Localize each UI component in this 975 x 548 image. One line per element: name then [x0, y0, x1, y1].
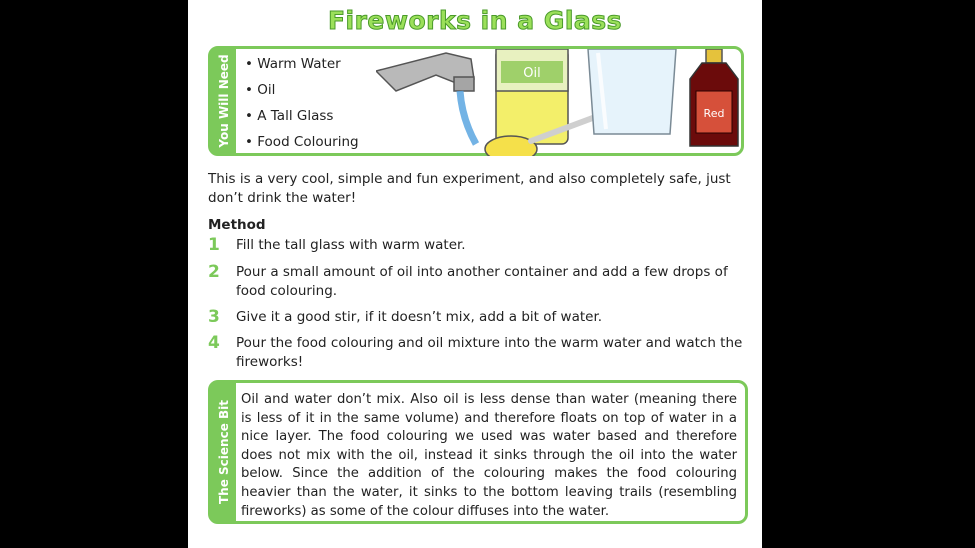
page-title: Fireworks in a Glass: [327, 6, 623, 35]
step-number: 3: [208, 307, 220, 327]
intro-text: This is a very cool, simple and fun experiment, and also completely safe, just don’t drink the water!: [208, 171, 731, 206]
step-number: 2: [208, 262, 220, 282]
step-text: Give it a good stir, if it doesn’t mix, add a bit of water.: [236, 309, 603, 325]
list-item: • Warm Water: [245, 53, 359, 79]
step-text: Pour a small amount of oil into another container and add a few drops of food colouring.: [236, 264, 728, 299]
step-text: Pour the food colouring and oil mixture into the warm water and watch the fireworks!: [236, 335, 743, 370]
oil-bottle-label: Oil: [523, 66, 541, 81]
science-bit-box: [208, 380, 748, 524]
materials-list: [245, 53, 359, 157]
tap-icon: [376, 53, 476, 144]
method-heading: Method: [208, 217, 266, 233]
science-bit-text: Oil and water don’t mix. Also oil is less dense than water (meaning there is less of it in the same volume) and therefore floats on top of water in a nice layer. The food colouring we used was water based and therefore does not mix with the oil, instead it sinks through the oil into the water below. Since the addition of the colouring makes the food colouring heavier than the water, it sinks to the bottom leaving trails (resembling fireworks) as some of the colour diffuses into the water.: [241, 392, 737, 519]
red-bottle-label: Red: [703, 107, 725, 120]
worksheet-page: [188, 0, 762, 548]
food-colouring-bottle-icon: [690, 49, 738, 146]
list-item: • A Tall Glass: [245, 105, 359, 131]
list-item: • Oil: [245, 79, 359, 105]
step-text: Fill the tall glass with warm water.: [236, 237, 466, 253]
you-will-need-label: You Will Need: [216, 54, 231, 148]
you-will-need-box: [208, 46, 744, 156]
step-number: 4: [208, 333, 220, 353]
materials-illustration: [376, 49, 756, 156]
science-bit-tab: [211, 383, 236, 521]
science-bit-label: The Science Bit: [216, 399, 231, 505]
glass-icon: [588, 49, 676, 134]
list-item: • Food Colouring: [245, 131, 359, 157]
step-number: 1: [208, 235, 220, 255]
you-will-need-tab: [211, 49, 236, 153]
